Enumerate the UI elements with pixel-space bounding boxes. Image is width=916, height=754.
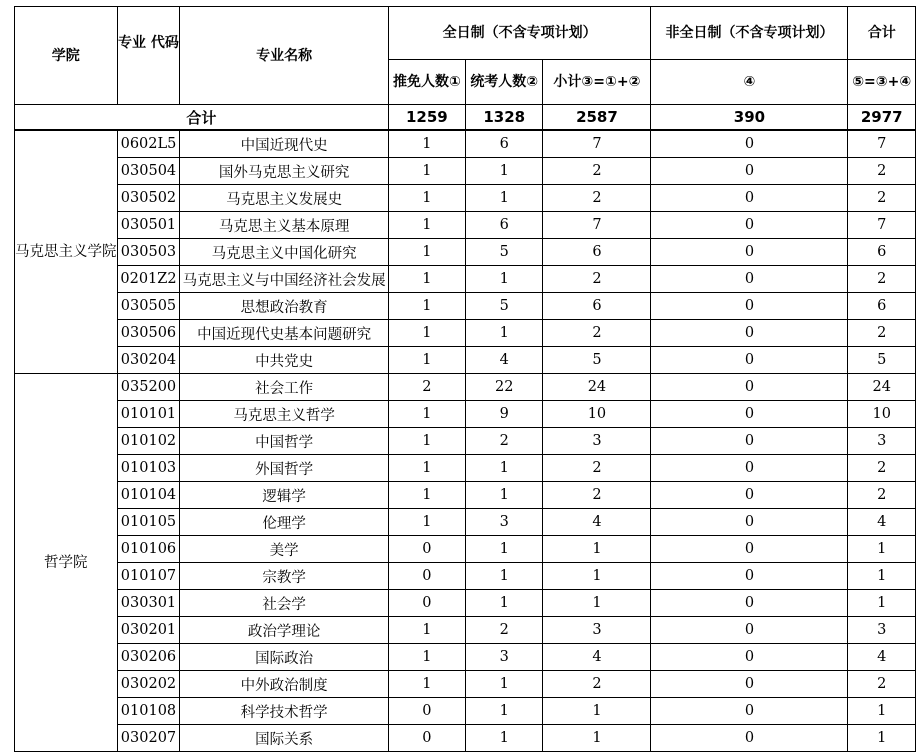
- cell-parttime: 0: [651, 725, 848, 752]
- cell-parttime: 0: [651, 428, 848, 455]
- header-exam: 统考人数②: [466, 60, 543, 105]
- cell-recommend: 1: [388, 428, 465, 455]
- cell-total: 2: [848, 158, 916, 185]
- totals-exam: 1328: [466, 105, 543, 131]
- header-recommend: 推免人数①: [388, 60, 465, 105]
- cell-parttime: 0: [651, 617, 848, 644]
- cell-exam: 1: [466, 563, 543, 590]
- cell-parttime: 0: [651, 536, 848, 563]
- cell-exam: 1: [466, 725, 543, 752]
- cell-subtotal: 2: [543, 320, 651, 347]
- table-row: [15, 239, 916, 266]
- header-row-1: [15, 7, 916, 60]
- table-row: [15, 698, 916, 725]
- table-row: [15, 482, 916, 509]
- table-row: [15, 130, 916, 158]
- cell-total: 24: [848, 374, 916, 401]
- cell-total: 2: [848, 482, 916, 509]
- cell-total: 2: [848, 671, 916, 698]
- cell-code: 030202: [117, 671, 180, 698]
- cell-parttime: 0: [651, 698, 848, 725]
- cell-subtotal: 1: [543, 563, 651, 590]
- cell-name: 科学技术哲学: [180, 698, 388, 725]
- cell-total: 7: [848, 130, 916, 158]
- cell-subtotal: 1: [543, 590, 651, 617]
- cell-parttime: 0: [651, 158, 848, 185]
- cell-recommend: 1: [388, 482, 465, 509]
- cell-parttime: 0: [651, 266, 848, 293]
- table-row: [15, 401, 916, 428]
- cell-exam: 9: [466, 401, 543, 428]
- cell-code: 030206: [117, 644, 180, 671]
- cell-exam: 1: [466, 158, 543, 185]
- cell-subtotal: 4: [543, 644, 651, 671]
- enrollment-plan-table: [14, 6, 916, 752]
- cell-total: 2: [848, 455, 916, 482]
- cell-subtotal: 10: [543, 401, 651, 428]
- cell-subtotal: 2: [543, 185, 651, 212]
- cell-subtotal: 24: [543, 374, 651, 401]
- cell-name: 中国近现代史: [180, 130, 388, 158]
- cell-exam: 2: [466, 428, 543, 455]
- cell-subtotal: 3: [543, 617, 651, 644]
- cell-name: 政治学理论: [180, 617, 388, 644]
- cell-parttime: 0: [651, 130, 848, 158]
- cell-exam: 6: [466, 212, 543, 239]
- cell-exam: 1: [466, 455, 543, 482]
- cell-subtotal: 2: [543, 482, 651, 509]
- cell-code: 010106: [117, 536, 180, 563]
- cell-total: 1: [848, 536, 916, 563]
- cell-recommend: 2: [388, 374, 465, 401]
- cell-recommend: 0: [388, 698, 465, 725]
- cell-parttime: 0: [651, 563, 848, 590]
- cell-total: 4: [848, 509, 916, 536]
- cell-subtotal: 7: [543, 212, 651, 239]
- cell-name: 马克思主义与中国经济社会发展: [180, 266, 388, 293]
- cell-exam: 4: [466, 347, 543, 374]
- cell-subtotal: 7: [543, 130, 651, 158]
- cell-recommend: 1: [388, 401, 465, 428]
- cell-name: 国外马克思主义研究: [180, 158, 388, 185]
- cell-recommend: 1: [388, 266, 465, 293]
- cell-code: 030503: [117, 239, 180, 266]
- cell-total: 6: [848, 293, 916, 320]
- cell-subtotal: 2: [543, 455, 651, 482]
- table-row: [15, 617, 916, 644]
- cell-name: 宗教学: [180, 563, 388, 590]
- cell-name: 马克思主义中国化研究: [180, 239, 388, 266]
- cell-exam: 2: [466, 617, 543, 644]
- header-fulltime: 全日制（不含专项计划）: [388, 7, 651, 60]
- table-row: [15, 347, 916, 374]
- header-total-sub: ⑤=③+④: [848, 60, 916, 105]
- header-subtotal: 小计③=①+②: [543, 60, 651, 105]
- cell-subtotal: 5: [543, 347, 651, 374]
- cell-subtotal: 4: [543, 509, 651, 536]
- cell-subtotal: 6: [543, 293, 651, 320]
- cell-name: 中共党史: [180, 347, 388, 374]
- cell-code: 010108: [117, 698, 180, 725]
- cell-exam: 1: [466, 698, 543, 725]
- table-row: [15, 455, 916, 482]
- totals-label: 合计: [15, 105, 389, 131]
- cell-code: 0201Z2: [117, 266, 180, 293]
- cell-recommend: 1: [388, 644, 465, 671]
- cell-total: 6: [848, 239, 916, 266]
- cell-name: 美学: [180, 536, 388, 563]
- table-row: [15, 644, 916, 671]
- table-row: [15, 374, 916, 401]
- cell-total: 3: [848, 428, 916, 455]
- totals-row: [15, 105, 916, 131]
- header-parttime-sub: ④: [651, 60, 848, 105]
- cell-exam: 1: [466, 320, 543, 347]
- cell-subtotal: 2: [543, 266, 651, 293]
- cell-recommend: 1: [388, 671, 465, 698]
- totals-total: 2977: [848, 105, 916, 131]
- cell-subtotal: 1: [543, 536, 651, 563]
- table-row: [15, 671, 916, 698]
- header-code: 专业 代码: [117, 7, 180, 105]
- cell-total: 1: [848, 590, 916, 617]
- cell-code: 010101: [117, 401, 180, 428]
- cell-code: 0602L5: [117, 130, 180, 158]
- cell-code: 010103: [117, 455, 180, 482]
- cell-recommend: 0: [388, 725, 465, 752]
- cell-name: 逻辑学: [180, 482, 388, 509]
- cell-parttime: 0: [651, 590, 848, 617]
- cell-subtotal: 1: [543, 698, 651, 725]
- cell-parttime: 0: [651, 239, 848, 266]
- cell-code: 030204: [117, 347, 180, 374]
- cell-code: 030207: [117, 725, 180, 752]
- header-parttime: 非全日制（不含专项计划）: [651, 7, 848, 60]
- cell-exam: 1: [466, 536, 543, 563]
- cell-parttime: 0: [651, 455, 848, 482]
- cell-subtotal: 3: [543, 428, 651, 455]
- cell-total: 2: [848, 266, 916, 293]
- cell-parttime: 0: [651, 401, 848, 428]
- table-row: [15, 563, 916, 590]
- cell-name: 马克思主义基本原理: [180, 212, 388, 239]
- cell-name: 思想政治教育: [180, 293, 388, 320]
- cell-recommend: 1: [388, 617, 465, 644]
- cell-total: 5: [848, 347, 916, 374]
- cell-exam: 1: [466, 482, 543, 509]
- totals-subtotal: 2587: [543, 105, 651, 131]
- cell-subtotal: 2: [543, 158, 651, 185]
- cell-exam: 3: [466, 509, 543, 536]
- cell-recommend: 1: [388, 455, 465, 482]
- cell-recommend: 1: [388, 212, 465, 239]
- table-row: [15, 725, 916, 752]
- cell-code: 030201: [117, 617, 180, 644]
- cell-total: 10: [848, 401, 916, 428]
- table-row: [15, 158, 916, 185]
- table-row: [15, 266, 916, 293]
- cell-exam: 6: [466, 130, 543, 158]
- cell-recommend: 0: [388, 590, 465, 617]
- cell-recommend: 1: [388, 239, 465, 266]
- cell-recommend: 1: [388, 130, 465, 158]
- cell-parttime: 0: [651, 212, 848, 239]
- cell-total: 7: [848, 212, 916, 239]
- cell-exam: 3: [466, 644, 543, 671]
- cell-code: 035200: [117, 374, 180, 401]
- cell-total: 2: [848, 185, 916, 212]
- cell-code: 030506: [117, 320, 180, 347]
- table-row: [15, 212, 916, 239]
- cell-total: 1: [848, 698, 916, 725]
- cell-parttime: 0: [651, 671, 848, 698]
- cell-name: 国际政治: [180, 644, 388, 671]
- cell-exam: 1: [466, 671, 543, 698]
- cell-exam: 5: [466, 239, 543, 266]
- cell-parttime: 0: [651, 374, 848, 401]
- totals-parttime: 390: [651, 105, 848, 131]
- cell-name: 外国哲学: [180, 455, 388, 482]
- cell-name: 国际关系: [180, 725, 388, 752]
- cell-code: 010107: [117, 563, 180, 590]
- cell-total: 1: [848, 725, 916, 752]
- cell-code: 010102: [117, 428, 180, 455]
- cell-exam: 1: [466, 185, 543, 212]
- cell-exam: 22: [466, 374, 543, 401]
- cell-name: 中国哲学: [180, 428, 388, 455]
- cell-name: 马克思主义发展史: [180, 185, 388, 212]
- college-name: 哲学院: [15, 374, 118, 752]
- cell-parttime: 0: [651, 482, 848, 509]
- table-row: [15, 320, 916, 347]
- cell-exam: 5: [466, 293, 543, 320]
- cell-code: 030301: [117, 590, 180, 617]
- cell-code: 030504: [117, 158, 180, 185]
- cell-recommend: 1: [388, 158, 465, 185]
- cell-total: 4: [848, 644, 916, 671]
- totals-recommend: 1259: [388, 105, 465, 131]
- table-row: [15, 293, 916, 320]
- cell-subtotal: 6: [543, 239, 651, 266]
- college-name: 马克思主义学院: [15, 130, 118, 374]
- cell-parttime: 0: [651, 347, 848, 374]
- cell-code: 030505: [117, 293, 180, 320]
- cell-subtotal: 1: [543, 725, 651, 752]
- cell-name: 社会学: [180, 590, 388, 617]
- cell-code: 030501: [117, 212, 180, 239]
- cell-code: 030502: [117, 185, 180, 212]
- cell-recommend: 1: [388, 293, 465, 320]
- table-row: [15, 590, 916, 617]
- cell-recommend: 1: [388, 320, 465, 347]
- cell-parttime: 0: [651, 293, 848, 320]
- cell-recommend: 1: [388, 185, 465, 212]
- table-row: [15, 428, 916, 455]
- cell-recommend: 1: [388, 509, 465, 536]
- table-row: [15, 536, 916, 563]
- cell-name: 伦理学: [180, 509, 388, 536]
- cell-recommend: 0: [388, 563, 465, 590]
- cell-parttime: 0: [651, 509, 848, 536]
- cell-total: 1: [848, 563, 916, 590]
- cell-recommend: 0: [388, 536, 465, 563]
- cell-name: 马克思主义哲学: [180, 401, 388, 428]
- table-row: [15, 509, 916, 536]
- cell-name: 中外政治制度: [180, 671, 388, 698]
- cell-recommend: 1: [388, 347, 465, 374]
- cell-subtotal: 2: [543, 671, 651, 698]
- table-row: [15, 185, 916, 212]
- cell-exam: 1: [466, 266, 543, 293]
- cell-name: 社会工作: [180, 374, 388, 401]
- cell-code: 010105: [117, 509, 180, 536]
- cell-total: 3: [848, 617, 916, 644]
- cell-exam: 1: [466, 590, 543, 617]
- cell-parttime: 0: [651, 185, 848, 212]
- cell-total: 2: [848, 320, 916, 347]
- cell-parttime: 0: [651, 644, 848, 671]
- header-total: 合计: [848, 7, 916, 60]
- cell-parttime: 0: [651, 320, 848, 347]
- header-major-name: 专业名称: [180, 7, 388, 105]
- cell-name: 中国近现代史基本问题研究: [180, 320, 388, 347]
- cell-code: 010104: [117, 482, 180, 509]
- header-college: 学院: [15, 7, 118, 105]
